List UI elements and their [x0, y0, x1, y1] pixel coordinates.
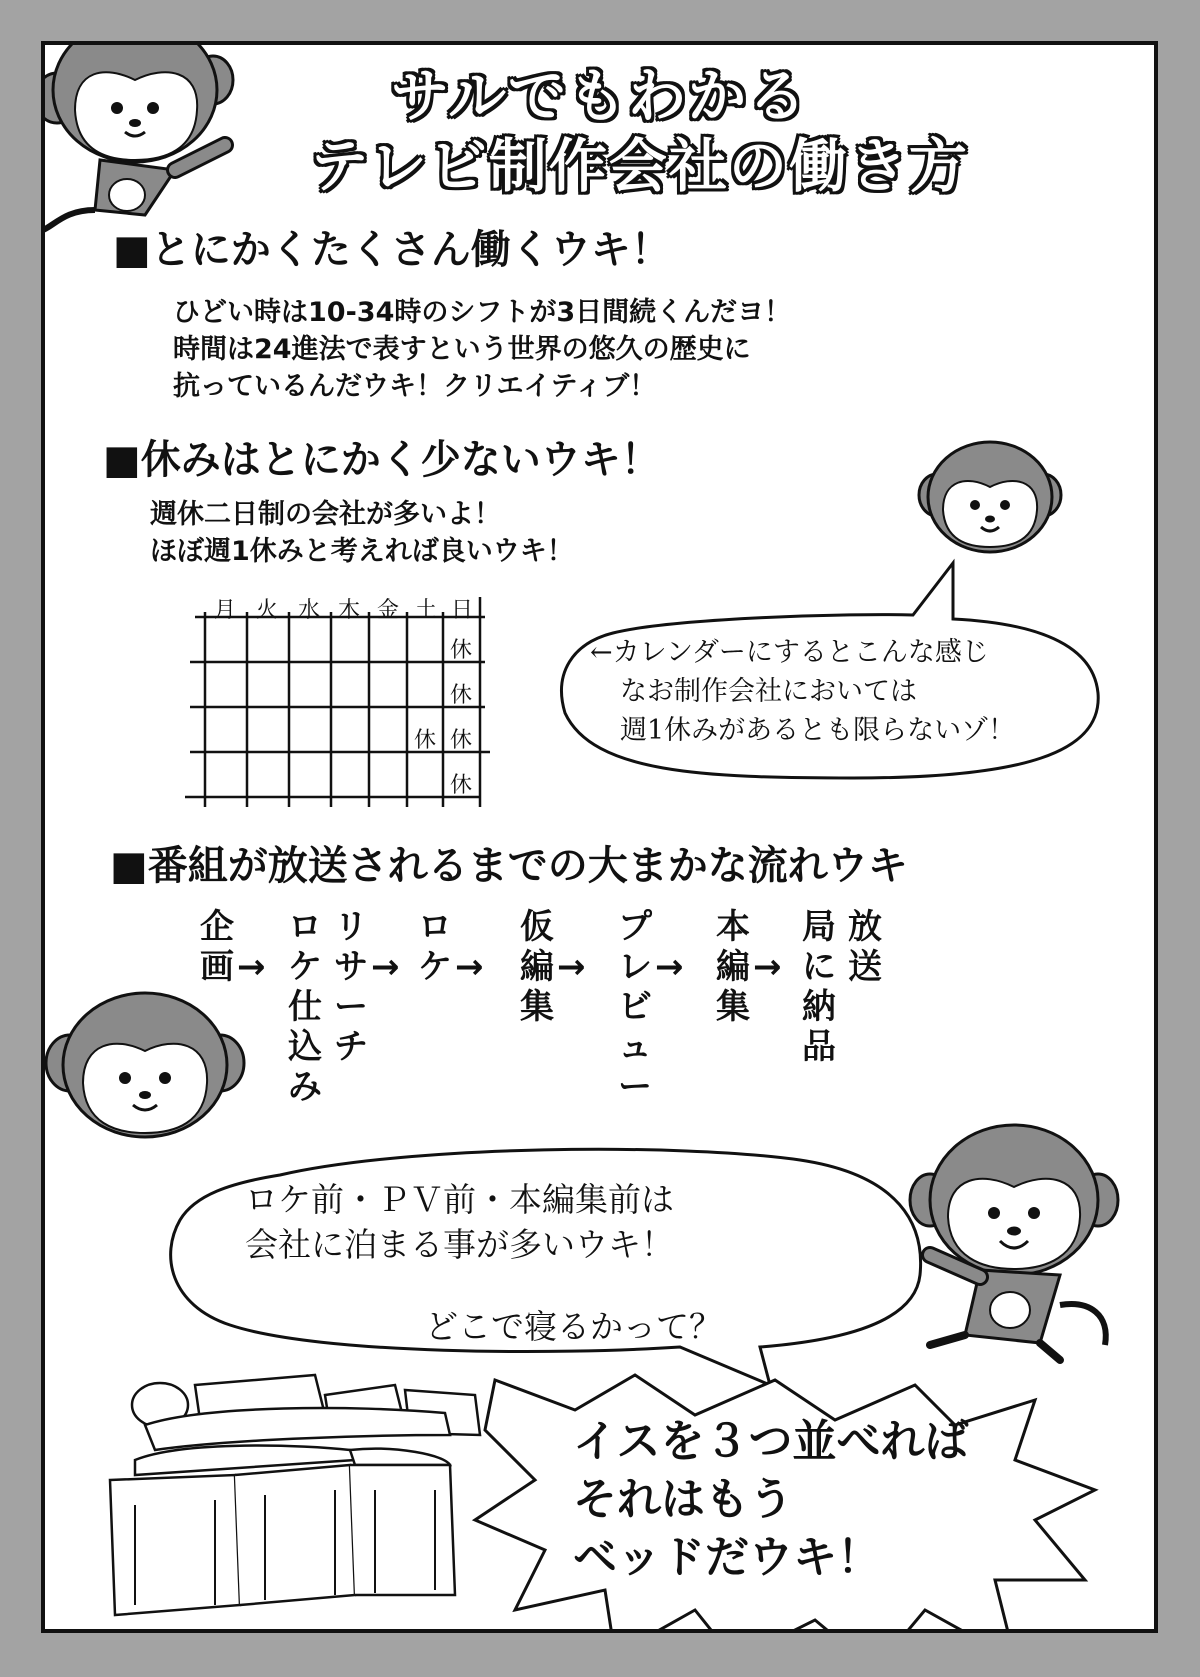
calendar-off-day: 休: [450, 683, 473, 708]
calendar-day-fri: 金: [376, 598, 399, 623]
shout-line2: それはもう: [573, 1474, 793, 1525]
calendar-day-tue: 火: [255, 598, 278, 623]
flow-step-rough-edit: 仮編集: [520, 907, 554, 1027]
page-title-line1: サルでもわかる: [390, 62, 809, 130]
flow-step-delivery: 局に納品: [802, 907, 836, 1067]
section2-heading: ■休みはとにかく少ないウキ！: [103, 437, 661, 483]
calendar-off-day: 休: [414, 728, 437, 753]
flow-step-location-prep: ロケ仕込み: [288, 907, 322, 1107]
calendar-day-wed: 水: [297, 598, 320, 623]
flow-arrow-6: →: [753, 947, 782, 987]
section1-line3: 抗っているんだウキ！クリエイティブ！: [173, 371, 657, 402]
comic-panel: [41, 41, 1158, 1633]
flow-arrow-5: →: [655, 947, 684, 987]
calendar-day-thu: 木: [337, 598, 360, 623]
monkey-mascot-icon: [41, 41, 225, 240]
calendar-bubble-line2: なお制作会社においては: [620, 676, 917, 707]
speech-bubble-sleep: [160, 1135, 930, 1395]
flow-arrow-1: →: [237, 947, 266, 987]
flow-arrow-3: →: [455, 947, 484, 987]
calendar-day-mon: 月: [213, 598, 236, 623]
flow-step-planning: 企画: [200, 907, 234, 987]
calendar-off-day: 休: [450, 728, 473, 753]
flow-arrow-2: →: [371, 947, 400, 987]
calendar-grid: [185, 617, 495, 817]
flow-step-broadcast: 放送: [848, 907, 882, 987]
sleep-bubble-line1: ロケ前・ＰＶ前・本編集前は: [245, 1180, 674, 1219]
calendar-day-sun: 日: [450, 598, 473, 623]
section1-heading: ■とにかくたくさん働くウキ！: [113, 227, 671, 273]
calendar-day-sat: 土: [414, 598, 437, 623]
flow-step-final-edit: 本編集: [716, 907, 750, 1027]
flow-step-location: ロケ: [418, 907, 452, 987]
calendar-bubble-line3: 週1休みがあるとも限らないゾ！: [620, 715, 1016, 746]
monkey-mascot-icon: [910, 1105, 1120, 1365]
shout-line3: ベッドだウキ！: [573, 1532, 881, 1583]
monkey-head-icon: [915, 435, 1065, 565]
shout-line1: イスを３つ並べれば: [573, 1416, 969, 1467]
section3-heading: ■番組が放送されるまでの大まかな流れウキ: [110, 843, 908, 889]
section1-line2: 時間は24進法で表すという世界の悠久の歴史に: [173, 334, 751, 365]
calendar-off-day: 休: [450, 773, 473, 798]
page-title-line2: テレビ制作会社の働き方: [310, 132, 969, 200]
sleeping-person-on-chairs-icon: [105, 1365, 505, 1625]
flow-step-preview: プレビュー: [618, 907, 652, 1107]
section2-line1: 週休二日制の会社が多いよ！: [150, 499, 501, 530]
calendar-off-day: 休: [450, 638, 473, 663]
flow-arrow-4: →: [557, 947, 586, 987]
flow-step-research: リサーチ: [334, 907, 368, 1067]
monkey-head-icon: [45, 983, 245, 1153]
calendar-bubble-line1: ←カレンダーにするとこんな感じ: [590, 637, 989, 668]
section2-line2: ほぼ週1休みと考えれば良いウキ！: [150, 536, 574, 567]
sleep-bubble-line3: どこで寝るかって？: [425, 1307, 722, 1346]
shout-burst: [475, 1370, 1115, 1633]
section1-line1: ひどい時は10-34時のシフトが3日間続くんだヨ！: [173, 297, 792, 328]
sleep-bubble-line2: 会社に泊まる事が多いウキ！: [245, 1225, 674, 1264]
